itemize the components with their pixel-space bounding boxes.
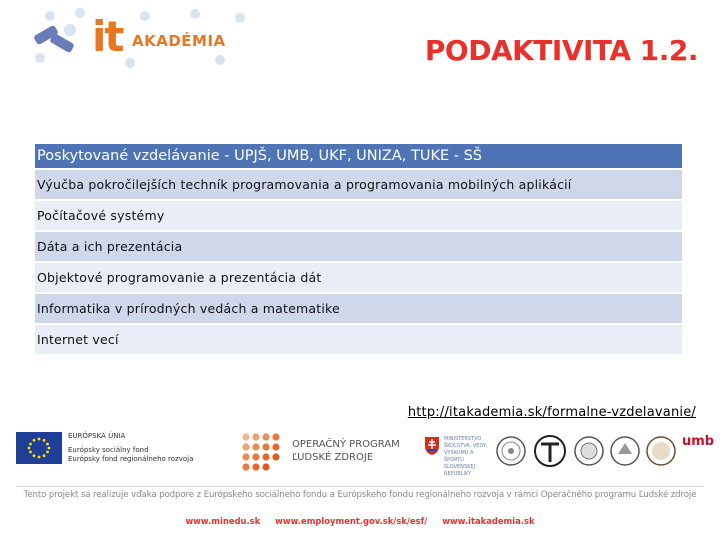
- eu-flag-icon: [16, 432, 62, 464]
- eu-title: EURÓPSKA ÚNIA: [68, 432, 126, 440]
- op-title: OPERAČNÝ PROGRAM: [292, 439, 400, 450]
- ministry-text: MINISTERSTVO ŠKOLSTVA, VEDY, VÝSKUMU A ŠPORTU SLOVENSKEJ REPUBLIKY: [444, 436, 488, 477]
- eu-text: [68, 432, 193, 465]
- university-seal-icon: [574, 434, 604, 468]
- table-row: Výučba pokročilejších techník programovania a programovania mobilných aplikácií: [35, 170, 682, 199]
- slovak-coat-of-arms-icon: [424, 436, 440, 456]
- table-row: Internet vecí: [35, 325, 682, 354]
- logo-akademia-text: AKADÉMIA: [132, 32, 226, 50]
- tuke-logo-icon: [532, 434, 568, 468]
- itakademia-link[interactable]: www.itakademia.sk: [442, 516, 535, 526]
- university-seal-icon: [496, 434, 526, 468]
- university-seal-icon: [610, 434, 640, 468]
- op-dots-icon: [240, 432, 288, 472]
- footer-divider: [16, 486, 704, 487]
- op-subtitle: ĽUDSKÉ ZDROJE: [292, 452, 374, 463]
- table-row: Objektové programovanie a prezentácia dát: [35, 263, 682, 292]
- minedu-link[interactable]: www.minedu.sk: [185, 516, 261, 526]
- it-akademia-logo: [20, 8, 260, 70]
- table-row: Informatika v prírodných vedách a matematike: [35, 294, 682, 323]
- table-row: Počítačové systémy: [35, 201, 682, 230]
- partner-logos: [424, 432, 715, 477]
- umb-logo-text: umb: [682, 434, 715, 449]
- formal-education-link[interactable]: http://itakademia.sk/formalne-vzdelavanie/: [407, 405, 696, 420]
- table-row: Dáta a ich prezentácia: [35, 232, 682, 261]
- employment-link[interactable]: www.employment.gov.sk/sk/esf/: [275, 516, 428, 526]
- course-table: [35, 144, 682, 356]
- footer-note: Tento projekt sa realizuje vďaka podpore z Európskeho sociálneho fondu a Európskeho fondu regionálneho rozvoja v rámci Operačného programu Ľudské zdroje: [23, 490, 697, 500]
- eu-logo: [16, 432, 216, 472]
- op-text: [292, 438, 400, 464]
- op-ludske-zdroje-logo: [240, 432, 410, 472]
- page-title: PODAKTIVITA 1.2.: [424, 34, 698, 67]
- university-seal-icon: [646, 434, 676, 468]
- footer-links: [0, 516, 720, 526]
- table-header: Poskytované vzdelávanie - UPJŠ, UMB, UKF, UNIZA, TUKE - SŠ: [35, 144, 682, 168]
- eu-social-fund: Európsky sociálny fond: [68, 445, 149, 454]
- logo-it-text: it: [92, 12, 123, 61]
- eu-regional-fund: Európsky fond regionálneho rozvoja: [68, 455, 194, 463]
